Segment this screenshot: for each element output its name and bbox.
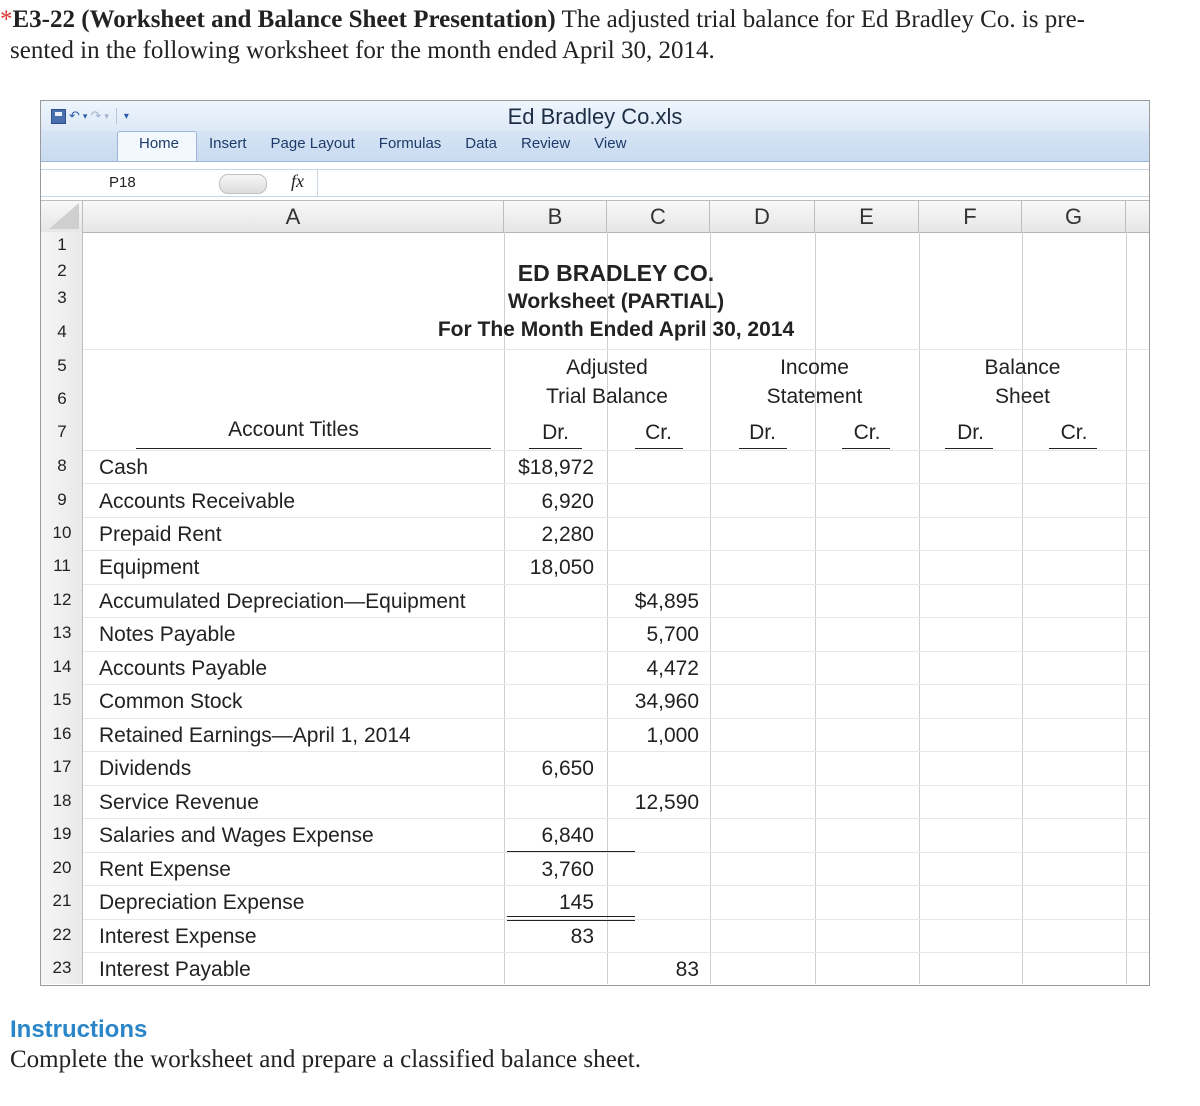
account-title[interactable]: Accounts Payable [99, 657, 268, 680]
worksheet-subtitle: Worksheet (PARTIAL) [507, 290, 725, 313]
select-all-button[interactable] [41, 201, 83, 232]
row-number[interactable]: 6 [57, 389, 67, 408]
company-name: ED BRADLEY CO. [517, 260, 715, 286]
credit-amount[interactable]: 1,000 [646, 724, 699, 747]
debit-amount[interactable]: 6,840 [541, 824, 594, 847]
account-title[interactable]: Accumulated Depreciation—Equipment [99, 590, 466, 613]
formula-toggle-button[interactable] [219, 174, 267, 194]
ribbon [41, 131, 1149, 162]
account-title[interactable]: Interest Payable [99, 958, 251, 981]
gridline [83, 718, 1149, 719]
debit-amount[interactable]: 6,650 [541, 757, 594, 780]
gridline [83, 349, 1149, 350]
exercise-label: E3-22 (Worksheet and Balance Sheet Presentation) [12, 6, 556, 33]
gridline [83, 584, 1149, 585]
adjusted-trial-balance-header: Adjusted [566, 356, 648, 379]
problem-text-line1: The adjusted trial balance for Ed Bradley Co. is pre- [555, 6, 1085, 33]
row-number[interactable]: 4 [57, 322, 67, 341]
row-number[interactable]: 2 [57, 261, 67, 280]
tab-view[interactable]: View [594, 135, 627, 152]
instructions-text: Complete the worksheet and prepare a classified balance sheet. [10, 1046, 641, 1073]
underline [1049, 448, 1097, 449]
debit-amount[interactable]: 83 [570, 925, 594, 948]
tab-home[interactable]: Home [117, 131, 197, 161]
debit-amount[interactable]: $18,972 [518, 456, 594, 479]
customize-toolbar-icon[interactable]: ▾ [123, 110, 129, 122]
underline [945, 448, 993, 449]
dr-header: Dr. [957, 421, 984, 444]
account-title[interactable]: Prepaid Rent [99, 523, 222, 546]
column-header-f[interactable]: F [919, 201, 1022, 232]
underline [739, 448, 787, 449]
undo-icon[interactable]: ↶ [69, 108, 80, 123]
row-number[interactable]: 10 [52, 523, 72, 542]
problem-text-line2: sented in the following worksheet for the month ended April 30, 2014. [10, 37, 715, 64]
account-title[interactable]: Rent Expense [99, 858, 231, 881]
cr-header: Cr. [853, 421, 881, 444]
account-titles-header: Account Titles [228, 418, 359, 441]
balance-sheet-header: Balance [984, 356, 1061, 379]
cr-header: Cr. [645, 421, 672, 444]
row-number[interactable]: 13 [52, 623, 72, 642]
credit-amount[interactable]: 4,472 [646, 657, 699, 680]
account-title[interactable]: Depreciation Expense [99, 891, 305, 914]
credit-amount[interactable]: 12,590 [634, 791, 699, 814]
column-header-e[interactable]: E [815, 201, 919, 232]
row-number[interactable]: 21 [52, 891, 72, 910]
account-title[interactable]: Accounts Receivable [99, 490, 296, 513]
title-bar [41, 101, 1149, 131]
dropdown-icon[interactable]: ▾ [104, 110, 109, 121]
tab-page-layout[interactable]: Page Layout [270, 135, 355, 152]
gridline [83, 785, 1149, 786]
gridline [815, 232, 816, 984]
row-number[interactable]: 14 [52, 657, 72, 676]
gridline [83, 751, 1149, 752]
adjusted-trial-balance-header: Trial Balance [546, 385, 668, 408]
row-number[interactable]: 17 [52, 757, 72, 776]
row-number[interactable]: 5 [57, 356, 67, 375]
account-title[interactable]: Notes Payable [99, 623, 236, 646]
row-number[interactable]: 12 [52, 590, 72, 609]
gridline [1126, 232, 1127, 984]
redo-icon[interactable]: ↷ [90, 108, 102, 123]
gridline [83, 550, 1149, 551]
gridline [919, 232, 920, 984]
tab-insert[interactable]: Insert [209, 135, 247, 152]
worksheet-period: For The Month Ended April 30, 2014 [437, 318, 795, 341]
debit-amount[interactable]: 2,280 [541, 523, 594, 546]
column-headers [41, 200, 1149, 233]
row-number[interactable]: 18 [52, 791, 72, 810]
underline [635, 448, 683, 449]
underline [507, 851, 635, 852]
row-number[interactable]: 16 [52, 724, 72, 743]
document-title: Ed Bradley Co.xls [507, 104, 683, 129]
debit-amount[interactable]: 6,920 [541, 490, 594, 513]
row-number[interactable]: 23 [52, 958, 72, 977]
row-headers [41, 232, 83, 984]
sheet-grid [41, 232, 1149, 984]
cr-header: Cr. [1060, 421, 1088, 444]
gridline [83, 818, 1149, 819]
dropdown-icon[interactable]: ▾ [82, 110, 88, 121]
column-header-d[interactable]: D [710, 201, 815, 232]
gridline [710, 232, 711, 984]
star-marker: * [0, 6, 13, 33]
dr-header: Dr. [542, 421, 569, 444]
column-header-g[interactable]: G [1022, 201, 1126, 232]
row-number[interactable]: 22 [52, 925, 72, 944]
account-title[interactable]: Dividends [99, 757, 192, 780]
row-number[interactable]: 15 [52, 690, 72, 709]
gridline [1022, 232, 1023, 984]
account-title[interactable]: Equipment [99, 556, 200, 579]
debit-amount[interactable]: 145 [558, 891, 594, 914]
credit-amount[interactable]: $4,895 [634, 590, 699, 613]
row-number[interactable]: 7 [57, 422, 67, 441]
formula-divider [317, 170, 318, 196]
underline [136, 448, 491, 449]
credit-amount[interactable]: 34,960 [634, 690, 699, 713]
account-title[interactable]: Service Revenue [99, 791, 259, 814]
gridline [83, 885, 1149, 886]
credit-amount[interactable]: 5,700 [646, 623, 699, 646]
underline [507, 920, 635, 921]
debit-amount[interactable]: 18,050 [529, 556, 594, 579]
account-title[interactable]: Interest Expense [99, 925, 257, 948]
gridline [83, 517, 1149, 518]
credit-amount[interactable]: 83 [675, 958, 699, 981]
income-statement-header: Statement [766, 385, 863, 408]
gridline [83, 450, 1149, 451]
tab-formulas[interactable]: Formulas [378, 135, 442, 152]
account-title[interactable]: Common Stock [99, 690, 243, 713]
tab-data[interactable]: Data [465, 135, 497, 152]
dr-header: Dr. [749, 421, 776, 444]
column-header-b[interactable]: B [504, 201, 607, 232]
underline [507, 916, 635, 917]
underline [842, 448, 890, 449]
balance-sheet-header: Sheet [995, 385, 1050, 408]
gridline [83, 684, 1149, 685]
account-title[interactable]: Retained Earnings—April 1, 2014 [99, 724, 411, 747]
column-header-c[interactable]: C [607, 201, 710, 232]
gridline [83, 952, 1149, 953]
underline [529, 448, 582, 449]
account-title[interactable]: Cash [99, 456, 149, 479]
problem-statement [0, 4, 1190, 66]
fx-icon[interactable]: fx [291, 171, 304, 191]
debit-amount[interactable]: 3,760 [541, 858, 594, 881]
gridline [83, 483, 1149, 484]
instructions-heading: Instructions [10, 1016, 148, 1043]
row-number[interactable]: 9 [57, 490, 67, 509]
column-header-a[interactable]: A [83, 201, 504, 232]
income-statement-header: Income [780, 356, 849, 379]
gridline [83, 617, 1149, 618]
row-number[interactable]: 11 [53, 556, 71, 575]
gridline [83, 852, 1149, 853]
ribbon-tabs [117, 131, 638, 161]
row-number[interactable]: 3 [57, 288, 67, 307]
spreadsheet-window [40, 100, 1150, 986]
tab-review[interactable]: Review [520, 135, 571, 152]
row-number[interactable]: 20 [52, 858, 72, 877]
formula-bar [41, 169, 1149, 197]
account-title[interactable]: Salaries and Wages Expense [99, 824, 374, 847]
row-number[interactable]: 8 [57, 456, 67, 475]
row-number[interactable]: 19 [52, 824, 72, 843]
gridline [83, 651, 1149, 652]
row-number[interactable]: 1 [57, 235, 67, 254]
name-box[interactable]: P18 [109, 174, 136, 191]
